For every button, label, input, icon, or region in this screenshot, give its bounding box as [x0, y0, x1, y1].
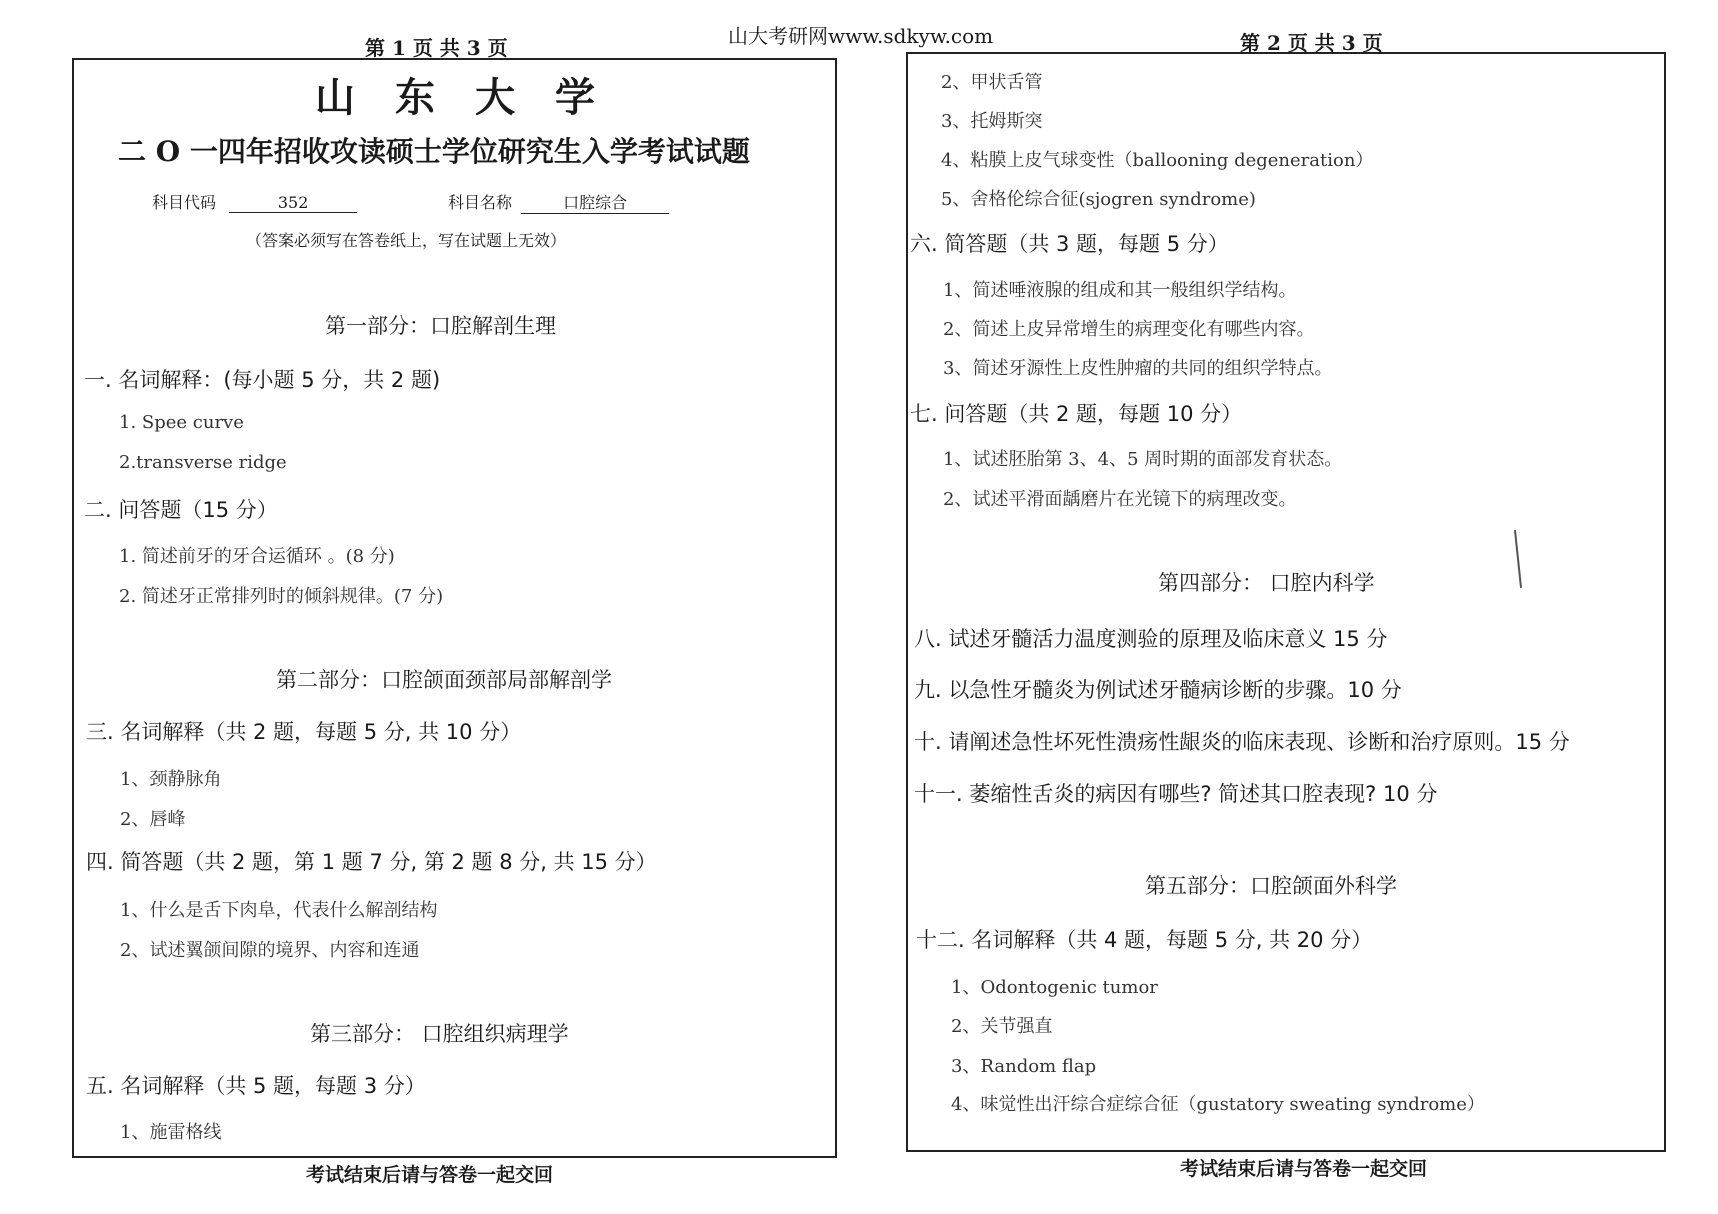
exam-title: 二 O 一四年招收攻读硕士学位研究生入学考试试题	[118, 135, 750, 168]
part-1-title: 第一部分：口腔解剖生理	[325, 314, 556, 338]
question-2-item: 2. 简述牙正常排列时的倾斜规律。(7 分)	[119, 586, 444, 607]
question-1-heading: 一. 名词解释：(每小题 5 分，共 2 题)	[84, 368, 441, 392]
question-1-item: 1. Spee curve	[119, 412, 244, 433]
page-number-left: 第 1 页 共 3 页	[365, 36, 508, 60]
question-11: 十一. 萎缩性舌炎的病因有哪些? 简述其口腔表现? 10 分	[914, 782, 1438, 806]
question-5-item: 3、托姆斯突	[941, 111, 1043, 132]
question-12-item: 3、Random flap	[951, 1056, 1097, 1077]
question-3-item: 2、唇峰	[120, 809, 186, 830]
question-5-item: 5、舍格伦综合征(sjogren syndrome)	[941, 189, 1256, 210]
site-watermark: 山大考研网www.sdkyw.com	[728, 24, 994, 48]
question-7-item: 1、试述胚胎第 3、4、5 周时期的面部发育状态。	[943, 449, 1343, 470]
question-12-item: 2、关节强直	[951, 1016, 1053, 1037]
page-number-right: 第 2 页 共 3 页	[1240, 31, 1383, 55]
page-1-frame	[72, 58, 837, 1158]
part-4-title: 第四部分： 口腔内科学	[1158, 571, 1375, 595]
question-4-item: 2、试述翼颌间隙的境界、内容和连通	[120, 940, 420, 961]
question-1-item: 2.transverse ridge	[119, 452, 287, 473]
university-name: 山东大学	[315, 74, 635, 121]
question-8: 八. 试述牙髓活力温度测验的原理及临床意义 15 分	[914, 627, 1388, 651]
part-2-title: 第二部分：口腔颌面颈部局部解剖学	[276, 668, 612, 692]
question-10: 十. 请阐述急性坏死性溃疡性龈炎的临床表现、诊断和治疗原则。15 分	[914, 730, 1570, 754]
footer-note-left: 考试结束后请与答卷一起交回	[306, 1164, 554, 1186]
question-5-item: 2、甲状舌管	[941, 72, 1043, 93]
question-12-item: 4、味觉性出汗综合症综合征（gustatory sweating syndrome）	[951, 1094, 1485, 1115]
question-6-heading: 六. 简答题（共 3 题，每题 5 分）	[910, 232, 1229, 256]
question-2-heading: 二. 问答题（15 分）	[84, 498, 278, 522]
question-7-item: 2、试述平滑面龋磨片在光镜下的病理改变。	[943, 489, 1297, 510]
question-9: 九. 以急性牙髓炎为例试述牙髓病诊断的步骤。10 分	[914, 678, 1402, 702]
question-4-item: 1、什么是舌下肉阜，代表什么解剖结构	[120, 900, 438, 921]
subject-name-field	[448, 190, 669, 214]
question-2-item: 1. 简述前牙的牙合运循环 。(8 分)	[119, 546, 395, 567]
question-5-item: 4、粘膜上皮气球变性（ballooning degeneration）	[941, 150, 1374, 171]
subject-name-label: 科目名称	[448, 193, 513, 212]
question-12-heading: 十二. 名词解释（共 4 题，每题 5 分, 共 20 分）	[916, 928, 1373, 952]
part-5-title: 第五部分：口腔颌面外科学	[1145, 874, 1397, 898]
subject-code-field	[152, 190, 357, 213]
question-3-heading: 三. 名词解释（共 2 题，每题 5 分, 共 10 分）	[86, 720, 522, 744]
question-4-heading: 四. 简答题（共 2 题，第 1 题 7 分, 第 2 题 8 分, 共 15 分）	[86, 850, 657, 874]
subject-code-label: 科目代码	[152, 193, 217, 212]
part-3-title: 第三部分： 口腔组织病理学	[310, 1022, 569, 1046]
subject-name-value: 口腔综合	[521, 190, 669, 214]
question-3-item: 1、颈静脉角	[120, 769, 222, 790]
subject-code-value: 352	[229, 193, 357, 213]
question-6-item: 3、简述牙源性上皮性肿瘤的共同的组织学特点。	[943, 358, 1333, 379]
question-5-heading: 五. 名词解释（共 5 题，每题 3 分）	[86, 1074, 426, 1098]
question-6-item: 2、简述上皮异常增生的病理变化有哪些内容。	[943, 319, 1315, 340]
footer-note-right: 考试结束后请与答卷一起交回	[1180, 1158, 1428, 1180]
question-12-item: 1、Odontogenic tumor	[951, 977, 1158, 998]
answer-notice: （答案必须写在答卷纸上，写在试题上无效）	[246, 231, 567, 250]
question-6-item: 1、简述唾液腺的组成和其一般组织学结构。	[943, 280, 1297, 301]
question-7-heading: 七. 问答题（共 2 题，每题 10 分）	[910, 402, 1243, 426]
question-5-item: 1、施雷格线	[120, 1122, 222, 1143]
